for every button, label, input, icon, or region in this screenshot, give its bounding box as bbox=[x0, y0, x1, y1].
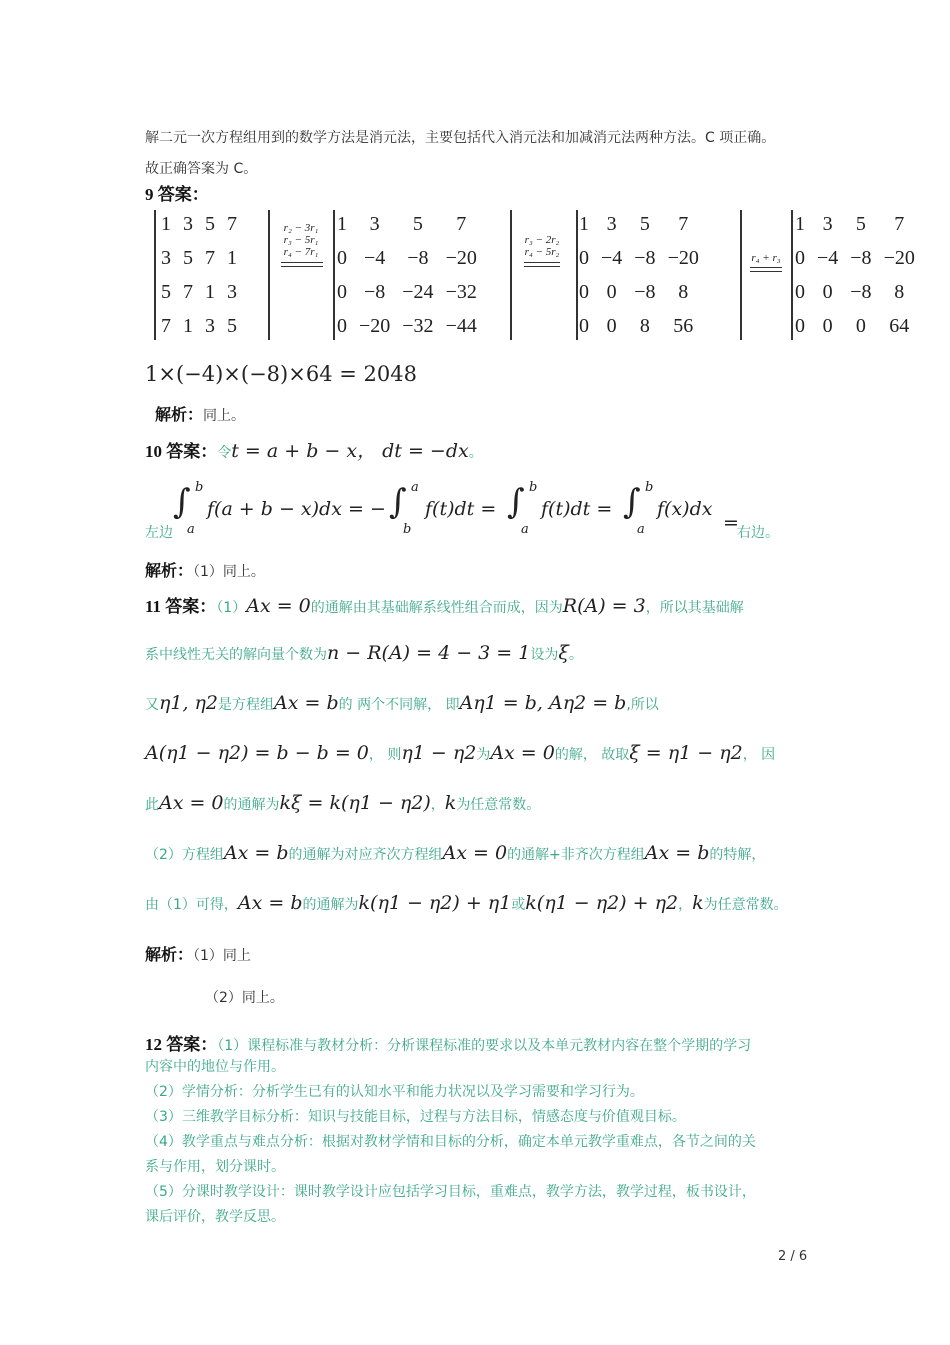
matrix-cell: 5 bbox=[205, 212, 215, 235]
matrix-cell: 0 bbox=[822, 314, 833, 337]
matrix-row bbox=[789, 241, 921, 275]
intro-line-2: 故正确答案为 C。 bbox=[145, 161, 258, 177]
matrix-cell: 0 bbox=[855, 314, 866, 337]
q11-line-6: （2）方程组Ax = b的通解为对应齐次方程组Ax = 0的通解+非齐次方程组Ax = b的特解， bbox=[145, 842, 766, 864]
matrix-cell: −20 bbox=[445, 246, 477, 269]
q9-matrix-1 bbox=[155, 207, 243, 343]
matrix-row bbox=[573, 309, 705, 343]
matrix-row bbox=[155, 309, 243, 343]
q12-line-0: 12 答案：（1）课程标准与教材分析：分析课程标准的要求以及本单元教材内容在整个学期的学习 bbox=[145, 1035, 752, 1054]
q10-heading: 10 答案： bbox=[145, 442, 218, 461]
matrix-cell: 0 bbox=[606, 314, 617, 337]
matrix-cell: 3 bbox=[227, 280, 237, 303]
matrix-cell: 1 bbox=[183, 314, 193, 337]
matrix-cell: 7 bbox=[161, 314, 171, 337]
matrix-cell: 1 bbox=[579, 212, 589, 235]
matrix-cell: 5 bbox=[161, 280, 171, 303]
q9-heading: 9 答案： bbox=[145, 185, 209, 204]
matrix-cell: 5 bbox=[639, 212, 650, 235]
q9-jiexi-label: 解析： bbox=[155, 405, 204, 424]
q10-line-1: 10 答案：令t = a + b − x， dt = −dx。 bbox=[145, 440, 483, 462]
matrix-cell: 0 bbox=[606, 280, 617, 303]
matrix-cell: 0 bbox=[795, 280, 805, 303]
matrix-cell: 7 bbox=[894, 212, 905, 235]
matrix-cell: −8 bbox=[634, 280, 656, 303]
matrix-cell: −20 bbox=[883, 246, 915, 269]
matrix-cell: −4 bbox=[817, 246, 839, 269]
matrix-cell: 8 bbox=[894, 280, 905, 303]
matrix-cell: 5 bbox=[183, 246, 193, 269]
matrix-row bbox=[573, 207, 705, 241]
q9-jiexi bbox=[155, 402, 245, 425]
matrix-cell: 7 bbox=[183, 280, 193, 303]
matrix-cell: 0 bbox=[579, 280, 589, 303]
q12-line-6: （5）分课时教学设计：课时教学设计应包括学习目标，重难点，教学方法，教学过程，板书设计， bbox=[145, 1184, 756, 1200]
matrix-row bbox=[331, 207, 483, 241]
matrix-row bbox=[789, 275, 921, 309]
q12-line-4: （4）教学重点与难点分析：根据对教材学情和目标的分析，确定本单元教学重难点，各节之间的关 bbox=[145, 1134, 756, 1150]
q10-left: 左边 bbox=[145, 525, 173, 541]
matrix-cell: 0 bbox=[337, 280, 347, 303]
matrix-cell: 3 bbox=[183, 212, 193, 235]
q9-ops-2: r₃ − 2r₂ r₄ − 5r₂ bbox=[524, 234, 560, 258]
q10-jiexi: 解析：（1）同上。 bbox=[145, 561, 265, 580]
q11-line-1: 11 答案：（1）Ax = 0的通解由其基础解系线性组合而成，因为R(A) = 3，所以其基础解 bbox=[145, 595, 744, 617]
q12-line-3: （3）三维教学目标分析：知识与技能目标，过程与方法目标，情感态度与价值观目标。 bbox=[145, 1109, 686, 1125]
q9-matrix-2 bbox=[331, 207, 483, 343]
matrix-cell: −32 bbox=[402, 314, 434, 337]
matrix-row bbox=[573, 241, 705, 275]
matrix-cell: 56 bbox=[673, 314, 694, 337]
q11-heading: 11 答案： bbox=[145, 597, 217, 616]
q11-line-7: 由（1）可得，Ax = b的通解为k(η1 − η2) + η1或k(η1 − η2) + η2，k为任意常数。 bbox=[145, 892, 788, 914]
matrix-cell: −8 bbox=[634, 246, 656, 269]
matrix-cell: 5 bbox=[412, 212, 423, 235]
matrix-cell: 7 bbox=[205, 246, 215, 269]
matrix-cell: 0 bbox=[795, 314, 805, 337]
matrix-row bbox=[331, 309, 483, 343]
q10-sub: t = a + b − x， dt = −dx bbox=[231, 440, 469, 462]
q12-line-1: 内容中的地位与作用。 bbox=[145, 1059, 285, 1075]
q11-line-5: 此Ax = 0的通解为kξ = k(η1 − η2)，k为任意常数。 bbox=[145, 792, 541, 814]
matrix-cell: 8 bbox=[678, 280, 689, 303]
page-number: 2 / 6 bbox=[778, 1249, 808, 1264]
q11-line-4: A(η1 − η2) = b − b = 0， 则η1 − η2为Ax = 0的解， 故取ξ = η1 − η2， 因 bbox=[145, 742, 776, 764]
matrix-cell: 3 bbox=[369, 212, 380, 235]
q12-line-7: 课后评价，教学反思。 bbox=[145, 1209, 285, 1225]
matrix-cell: −44 bbox=[445, 314, 477, 337]
q10-right: 右边。 bbox=[737, 525, 779, 541]
matrix-cell: 7 bbox=[227, 212, 237, 235]
matrix-cell: 3 bbox=[161, 246, 171, 269]
q11-line-2: 系中线性无关的解向量个数为n − R(A) = 4 − 3 = 1设为ξ。 bbox=[145, 642, 583, 664]
q9-matrix-3 bbox=[573, 207, 705, 343]
matrix-cell: 64 bbox=[889, 314, 910, 337]
matrix-cell: 1 bbox=[795, 212, 805, 235]
matrix-cell: 0 bbox=[579, 314, 589, 337]
matrix-row bbox=[155, 207, 243, 241]
q9-jiexi-text: 同上。 bbox=[203, 408, 246, 424]
matrix-cell: 1 bbox=[205, 280, 215, 303]
intro-line-1: 解二元一次方程组用到的数学方法是消元法，主要包括代入消元法和加减消元法两种方法。C 项正确。 bbox=[145, 130, 776, 146]
matrix-cell: −8 bbox=[850, 246, 872, 269]
matrix-row bbox=[155, 275, 243, 309]
matrix-cell: 8 bbox=[639, 314, 650, 337]
matrix-cell: 5 bbox=[227, 314, 237, 337]
matrix-cell: −24 bbox=[402, 280, 434, 303]
matrix-cell: 0 bbox=[337, 314, 347, 337]
matrix-cell: −4 bbox=[364, 246, 386, 269]
matrix-cell: 3 bbox=[205, 314, 215, 337]
q9-ops-3: r₄ + r₃ bbox=[751, 252, 781, 264]
q11-jiexi: 解析：（1）同上 bbox=[145, 945, 251, 964]
q11-jiexi-2: （2）同上。 bbox=[205, 990, 284, 1006]
q9-matrix-4 bbox=[789, 207, 921, 343]
matrix-cell: 1 bbox=[227, 246, 237, 269]
matrix-row bbox=[789, 207, 921, 241]
matrix-cell: −32 bbox=[445, 280, 477, 303]
matrix-cell: −8 bbox=[407, 246, 429, 269]
q12-line-5: 系与作用，划分课时。 bbox=[145, 1159, 285, 1175]
q9-result: 1×(−4)×(−8)×64 = 2048 bbox=[145, 362, 417, 386]
matrix-row bbox=[789, 309, 921, 343]
matrix-cell: 3 bbox=[606, 212, 617, 235]
matrix-row bbox=[573, 275, 705, 309]
matrix-cell: −8 bbox=[364, 280, 386, 303]
matrix-cell: 5 bbox=[855, 212, 866, 235]
q9-ops-1: r₂ − 3r₁ r₃ − 5r₁ r₄ − 7r₁ bbox=[283, 222, 319, 258]
matrix-cell: 1 bbox=[161, 212, 171, 235]
matrix-row bbox=[331, 241, 483, 275]
matrix-cell: 0 bbox=[795, 246, 805, 269]
matrix-row bbox=[155, 241, 243, 275]
matrix-cell: −4 bbox=[601, 246, 623, 269]
matrix-cell: 7 bbox=[678, 212, 689, 235]
q12-heading: 12 答案： bbox=[145, 1035, 218, 1054]
q12-line-2: （2）学情分析：分析学生已有的认知水平和能力状况以及学习需要和学习行为。 bbox=[145, 1084, 644, 1100]
matrix-cell: 7 bbox=[456, 212, 467, 235]
matrix-cell: 1 bbox=[337, 212, 347, 235]
matrix-cell: 0 bbox=[579, 246, 589, 269]
matrix-cell: −20 bbox=[667, 246, 699, 269]
matrix-row bbox=[331, 275, 483, 309]
matrix-cell: 0 bbox=[822, 280, 833, 303]
q10-ling: 令 bbox=[217, 445, 232, 461]
matrix-cell: −8 bbox=[850, 280, 872, 303]
matrix-cell: 0 bbox=[337, 246, 347, 269]
matrix-cell: −20 bbox=[359, 314, 391, 337]
q11-line-3: 又η1, η2是方程组Ax = b的 两个不同解， 即Aη1 = b, Aη2 = b,所以 bbox=[145, 692, 659, 714]
matrix-cell: 3 bbox=[822, 212, 833, 235]
